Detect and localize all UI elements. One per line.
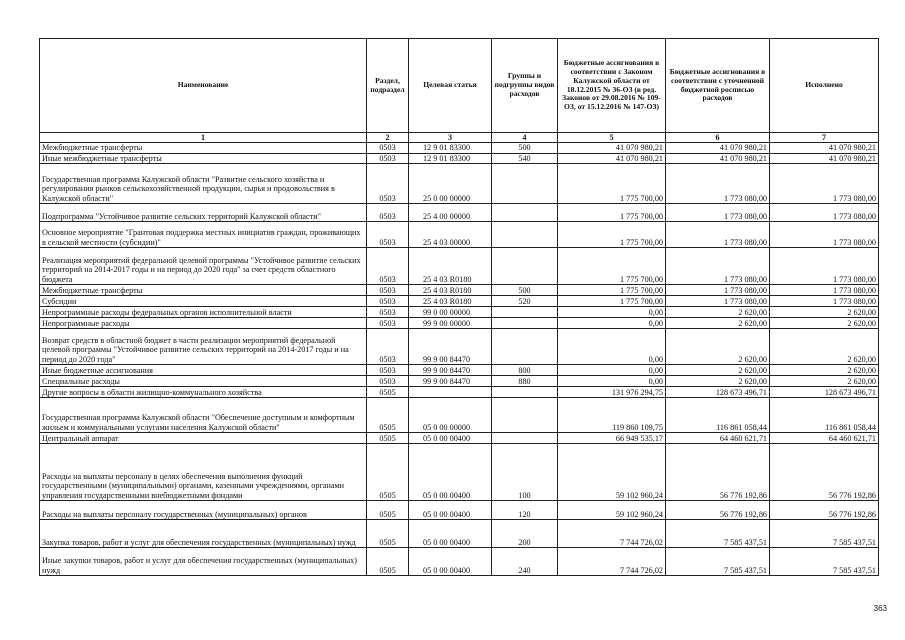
row-name: Иные закупки товаров, работ и услуг для обеспечения государственных (муниципальных) нужд (40, 548, 367, 576)
col-budget-refined-header: Бюджетные ассигнования в соответствии с уточненной бюджетной росписью расходов (666, 39, 770, 133)
row-group (492, 387, 558, 398)
row-section: 0503 (367, 329, 409, 365)
table-row (40, 285, 879, 296)
row-budget-refined: 2 620,00 (666, 376, 770, 387)
row-name: Основное мероприятие "Грантовая поддержка местных инициатив граждан, проживающих в сельской местности (субсидии)" (40, 222, 367, 248)
table-row (40, 164, 879, 204)
col-number: 4 (492, 133, 558, 143)
row-section: 0505 (367, 520, 409, 548)
row-budget-refined: 2 620,00 (666, 329, 770, 365)
row-budget-refined: 116 861 058,44 (666, 398, 770, 433)
row-executed: 41 070 980,21 (770, 153, 879, 163)
table-row (40, 204, 879, 222)
row-section: 0505 (367, 433, 409, 444)
table-row (40, 153, 879, 163)
table-row (40, 248, 879, 285)
row-group (492, 318, 558, 329)
row-target: 99 9 00 84470 (409, 329, 492, 365)
row-section: 0503 (367, 143, 409, 153)
col-name-header: Наименование (40, 39, 367, 133)
table-row (40, 329, 879, 365)
row-group: 120 (492, 501, 558, 520)
row-group: 520 (492, 296, 558, 307)
row-name: Закупка товаров, работ и услуг для обеспечения государственных (муниципальных) нужд (40, 520, 367, 548)
table-row (40, 387, 879, 398)
row-name: Непрограммные расходы (40, 318, 367, 329)
row-budget-refined: 1 773 080,00 (666, 285, 770, 296)
row-executed: 2 620,00 (770, 318, 879, 329)
table-row (40, 398, 879, 433)
row-target (409, 387, 492, 398)
row-group (492, 433, 558, 444)
row-target: 05 0 00 00400 (409, 433, 492, 444)
row-group: 100 (492, 444, 558, 501)
row-section: 0503 (367, 153, 409, 163)
row-name: Расходы на выплаты персоналу государственных (муниципальных) органов (40, 501, 367, 520)
row-section: 0503 (367, 285, 409, 296)
row-section: 0503 (367, 307, 409, 318)
col-number: 5 (558, 133, 666, 143)
table-row (40, 222, 879, 248)
table-row (40, 307, 879, 318)
row-section: 0503 (367, 376, 409, 387)
row-executed: 1 773 080,00 (770, 164, 879, 204)
table-row (40, 376, 879, 387)
row-name: Иные межбюджетные трансферты (40, 153, 367, 163)
row-budget-law: 7 744 726,02 (558, 520, 666, 548)
row-executed: 41 070 980,21 (770, 143, 879, 153)
row-budget-refined: 56 776 192,86 (666, 501, 770, 520)
row-budget-refined: 128 673 496,71 (666, 387, 770, 398)
row-target: 25 4 03 R0180 (409, 248, 492, 285)
row-section: 0503 (367, 164, 409, 204)
row-budget-law: 66 949 535,17 (558, 433, 666, 444)
row-target: 25 4 03 R0180 (409, 296, 492, 307)
table-row (40, 501, 879, 520)
row-executed: 64 460 621,71 (770, 433, 879, 444)
row-section: 0505 (367, 398, 409, 433)
row-name: Субсидии (40, 296, 367, 307)
row-section: 0503 (367, 318, 409, 329)
row-budget-refined: 64 460 621,71 (666, 433, 770, 444)
row-target: 99 9 00 00000 (409, 318, 492, 329)
row-group: 880 (492, 376, 558, 387)
row-target: 12 9 01 83300 (409, 153, 492, 163)
table-body (40, 143, 879, 576)
row-name: Непрограммные расходы федеральных органов исполнительной власти (40, 307, 367, 318)
row-target: 99 0 00 00000 (409, 307, 492, 318)
row-executed: 2 620,00 (770, 376, 879, 387)
col-target-header: Целевая статья (409, 39, 492, 133)
row-target: 05 0 00 00400 (409, 501, 492, 520)
header-row (40, 39, 879, 133)
row-executed: 1 773 080,00 (770, 285, 879, 296)
row-group: 240 (492, 548, 558, 576)
row-name: Подпрограмма "Устойчивое развитие сельских территорий Калужской области" (40, 204, 367, 222)
row-budget-refined: 1 773 080,00 (666, 204, 770, 222)
row-executed: 56 776 192,86 (770, 444, 879, 501)
row-budget-refined: 7 585 437,51 (666, 520, 770, 548)
row-budget-refined: 41 070 980,21 (666, 143, 770, 153)
table-row (40, 433, 879, 444)
row-budget-refined: 7 585 437,51 (666, 548, 770, 576)
row-target: 12 9 01 83300 (409, 143, 492, 153)
row-name: Государственная программа Калужской области "Развитие сельского хозяйства и регулирования рынков сельскохозяйственной продукции, сырья и продовольствия в Калужской области" (40, 164, 367, 204)
row-target: 25 0 00 00000 (409, 164, 492, 204)
table-row (40, 296, 879, 307)
row-group (492, 307, 558, 318)
row-budget-law: 0,00 (558, 376, 666, 387)
row-budget-refined: 2 620,00 (666, 318, 770, 329)
row-budget-refined: 1 773 080,00 (666, 296, 770, 307)
col-executed-header: Исполнено (770, 39, 879, 133)
row-budget-law: 0,00 (558, 365, 666, 376)
row-budget-law: 59 102 960,24 (558, 501, 666, 520)
col-section-header: Раздел, подраздел (367, 39, 409, 133)
row-budget-refined: 1 773 080,00 (666, 164, 770, 204)
col-budget-law-header: Бюджетные ассигнования в соответствии с Законом Калужской области от 18.12.2015 № 36-ОЗ (в ред. Законов от 29.08.2016 № 109-ОЗ, от 15.12.2016 № 147-ОЗ) (558, 39, 666, 133)
row-group: 500 (492, 285, 558, 296)
row-budget-law: 1 775 700,00 (558, 248, 666, 285)
table-row (40, 548, 879, 576)
row-target: 05 0 00 00000 (409, 398, 492, 433)
row-group: 200 (492, 520, 558, 548)
row-section: 0503 (367, 222, 409, 248)
row-budget-law: 0,00 (558, 318, 666, 329)
row-group: 540 (492, 153, 558, 163)
row-target: 99 9 00 84470 (409, 376, 492, 387)
row-group (492, 164, 558, 204)
row-budget-refined: 56 776 192,86 (666, 444, 770, 501)
table-row (40, 444, 879, 501)
row-group: 800 (492, 365, 558, 376)
row-budget-refined: 2 620,00 (666, 307, 770, 318)
row-section: 0505 (367, 501, 409, 520)
row-group (492, 204, 558, 222)
row-target: 25 4 03 R0180 (409, 285, 492, 296)
row-budget-refined: 1 773 080,00 (666, 248, 770, 285)
row-budget-law: 1 775 700,00 (558, 285, 666, 296)
row-executed: 7 585 437,51 (770, 520, 879, 548)
row-executed: 128 673 496,71 (770, 387, 879, 398)
row-name: Центральный аппарат (40, 433, 367, 444)
row-executed: 1 773 080,00 (770, 222, 879, 248)
row-name: Реализация мероприятий федеральной целевой программы "Устойчивое развитие сельских территорий на 2014-2017 годы и на период до 2020 года" за счет средств областного бюджета (40, 248, 367, 285)
row-executed: 1 773 080,00 (770, 296, 879, 307)
row-executed: 7 585 437,51 (770, 548, 879, 576)
col-number: 1 (40, 133, 367, 143)
col-number: 7 (770, 133, 879, 143)
row-budget-law: 1 775 700,00 (558, 296, 666, 307)
row-section: 0505 (367, 387, 409, 398)
row-group (492, 222, 558, 248)
col-number: 3 (409, 133, 492, 143)
row-section: 0505 (367, 444, 409, 501)
col-number: 2 (367, 133, 409, 143)
row-target: 05 0 00 00400 (409, 520, 492, 548)
row-target: 05 0 00 00400 (409, 444, 492, 501)
row-executed: 1 773 080,00 (770, 204, 879, 222)
col-number: 6 (666, 133, 770, 143)
row-executed: 2 620,00 (770, 307, 879, 318)
budget-table (39, 38, 879, 576)
row-target: 99 9 00 84470 (409, 365, 492, 376)
row-budget-law: 131 976 294,75 (558, 387, 666, 398)
row-name: Иные бюджетные ассигнования (40, 365, 367, 376)
row-name: Другие вопросы в области жилищно-коммунального хозяйства (40, 387, 367, 398)
row-section: 0503 (367, 248, 409, 285)
row-name: Возврат средств в областной бюджет в части реализации мероприятий федеральной целевой программы "Устойчивое развитие сельских территорий на 2014-2017 годы и на период до 2020 года" (40, 329, 367, 365)
row-budget-refined: 41 070 980,21 (666, 153, 770, 163)
row-executed: 2 620,00 (770, 365, 879, 376)
page-number: 363 (873, 604, 887, 613)
table-row (40, 318, 879, 329)
column-number-row (40, 133, 879, 143)
row-section: 0503 (367, 204, 409, 222)
table-row (40, 520, 879, 548)
row-target: 05 0 00 00400 (409, 548, 492, 576)
row-budget-refined: 1 773 080,00 (666, 222, 770, 248)
table-row (40, 143, 879, 153)
row-group (492, 398, 558, 433)
row-budget-law: 1 775 700,00 (558, 222, 666, 248)
table-row (40, 365, 879, 376)
row-budget-law: 1 775 700,00 (558, 204, 666, 222)
row-section: 0505 (367, 548, 409, 576)
row-group (492, 248, 558, 285)
row-executed: 1 773 080,00 (770, 248, 879, 285)
row-section: 0503 (367, 296, 409, 307)
row-group: 500 (492, 143, 558, 153)
row-target: 25 4 03 00000 (409, 222, 492, 248)
row-budget-law: 119 860 109,75 (558, 398, 666, 433)
row-target: 25 4 00 00000 (409, 204, 492, 222)
row-budget-law: 59 102 960,24 (558, 444, 666, 501)
row-name: Специальные расходы (40, 376, 367, 387)
row-name: Межбюджетные трансферты (40, 285, 367, 296)
row-group (492, 329, 558, 365)
row-budget-law: 41 070 980,21 (558, 143, 666, 153)
row-budget-law: 41 070 980,21 (558, 153, 666, 163)
row-executed: 116 861 058,44 (770, 398, 879, 433)
row-name: Государственная программа Калужской области "Обеспечение доступным и комфортным жильем и коммунальными услугами населения Калужской области" (40, 398, 367, 433)
col-group-header: Группы и подгруппы видов расходов (492, 39, 558, 133)
row-section: 0503 (367, 365, 409, 376)
row-budget-law: 0,00 (558, 329, 666, 365)
row-name: Расходы на выплаты персоналу в целях обеспечения выполнения функций государственными (муниципальными) органами, казенными учреждениями, органами управления государственными внебюджетными фондами (40, 444, 367, 501)
row-executed: 56 776 192,86 (770, 501, 879, 520)
row-executed: 2 620,00 (770, 329, 879, 365)
row-budget-law: 7 744 726,02 (558, 548, 666, 576)
row-name: Межбюджетные трансферты (40, 143, 367, 153)
row-budget-law: 0,00 (558, 307, 666, 318)
row-budget-refined: 2 620,00 (666, 365, 770, 376)
row-budget-law: 1 775 700,00 (558, 164, 666, 204)
